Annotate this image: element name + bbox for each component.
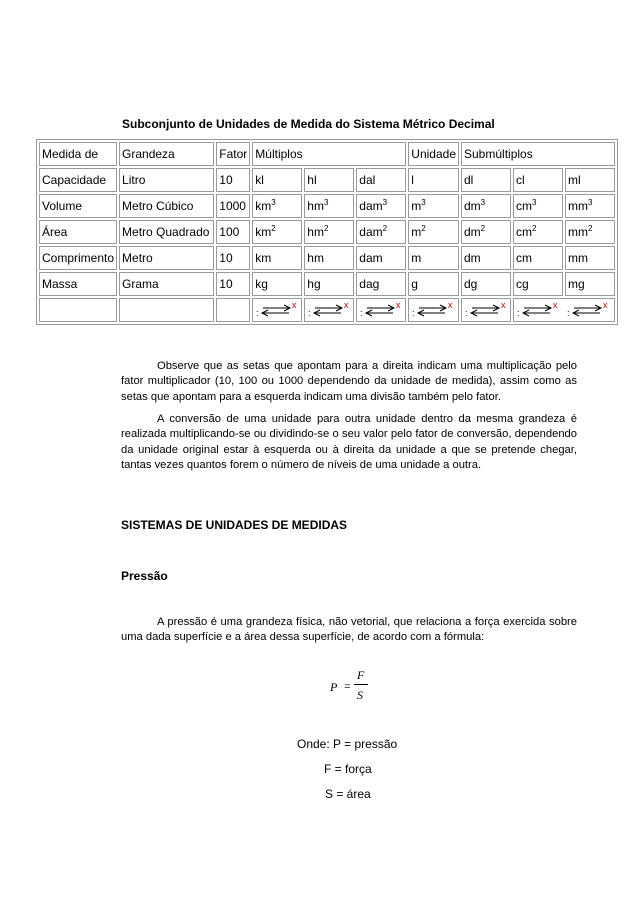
conversion-arrows-cell (304, 298, 354, 322)
cell-unit (252, 246, 302, 270)
cell-fator: 1000 (216, 194, 250, 218)
cell-fator: 10 (216, 272, 250, 296)
cell-unit (513, 220, 563, 244)
unit-symbol: cg (516, 276, 529, 291)
table-header-row (39, 142, 615, 166)
conversion-arrows-cell (513, 298, 615, 322)
formula-lhs: P (330, 680, 338, 694)
unit-symbol: hg (307, 276, 321, 291)
cell-unit (252, 168, 302, 192)
multiply-symbol: x (396, 300, 401, 310)
unit-symbol: cm (516, 250, 532, 265)
cell-medida: Área (39, 220, 117, 244)
unit-exponent: 2 (271, 223, 276, 233)
divide-symbol: : (517, 308, 520, 318)
cell-grandeza: Litro (119, 168, 214, 192)
cell-grandeza: Metro Quadrado (119, 220, 214, 244)
cell-grandeza: Metro Cúbico (119, 194, 214, 218)
conversion-arrows (307, 300, 351, 320)
unit-symbol: ml (568, 172, 581, 187)
unit-symbol: dm (464, 250, 481, 265)
cell-unit (304, 246, 354, 270)
legend-line-p: Onde: P = pressão (297, 737, 398, 751)
paragraph-pressure: A pressão é uma grandeza física, não vetorial, que relaciona a força exercida sobre uma dada superfície e a área dessa superfície, de acordo com a fórmula: (121, 616, 577, 644)
cell-unit (356, 272, 406, 296)
cell-unit (513, 168, 563, 192)
unit-exponent: 2 (532, 223, 537, 233)
unit-symbol: m (411, 198, 422, 213)
empty-cell (39, 298, 117, 322)
units-table (36, 139, 618, 325)
cell-unit (408, 194, 459, 218)
conversion-arrows-cell (461, 298, 511, 322)
cell-grandeza: Metro (119, 246, 214, 270)
header-submultiplos: Submúltiplos (461, 142, 615, 166)
unit-exponent: 3 (480, 197, 486, 207)
unit-symbol: mm (568, 250, 588, 265)
cell-fator: 100 (216, 220, 250, 244)
cell-medida: Massa (39, 272, 117, 296)
unit-symbol: m (411, 250, 422, 265)
cell-unit (356, 194, 406, 218)
cell-unit (565, 272, 615, 296)
header-multiplos: Múltiplos (252, 142, 406, 166)
paragraph-conversion: A conversão de uma unidade para outra unidade dentro da mesma grandeza é realizada multiplicando-se ou dividindo-se o seu valor pelo fator de conversão, dependendo da unidade original estar à esquerda ou à direita da unidade a que se pretende chegar, tantas vezes quantos forem o número de níveis de uma unidade a outra. (121, 413, 577, 472)
empty-cell (216, 298, 250, 322)
cell-unit (565, 168, 615, 192)
cell-unit (461, 272, 511, 296)
unit-symbol: dm (464, 224, 481, 239)
arrow-row (39, 298, 615, 322)
cell-unit (565, 194, 615, 218)
cell-unit (513, 246, 563, 270)
formula-denominator: S (357, 688, 363, 702)
cell-unit (252, 220, 302, 244)
cell-unit (304, 194, 354, 218)
unit-symbol: g (411, 276, 418, 291)
cell-unit (408, 168, 459, 192)
divide-symbol: : (412, 308, 415, 318)
unit-symbol: hm (307, 198, 324, 213)
cell-unit (304, 272, 354, 296)
conversion-arrows (359, 300, 403, 320)
cell-unit (252, 194, 302, 218)
table-row (39, 220, 615, 244)
formula-numerator: F (357, 668, 365, 682)
unit-symbol: hm (307, 224, 324, 239)
unit-symbol: cm (516, 198, 532, 213)
legend-line-s: S = área (325, 787, 371, 801)
cell-unit (565, 246, 615, 270)
unit-symbol: cl (516, 172, 525, 187)
cell-unit (408, 246, 459, 270)
unit-symbol: dal (359, 172, 376, 187)
table-title: Subconjunto de Unidades de Medida do Sistema Métrico Decimal (122, 117, 495, 131)
unit-symbol: hm (307, 250, 324, 265)
unit-symbol: dg (464, 276, 478, 291)
unit-exponent: 3 (323, 197, 329, 207)
divide-symbol: : (308, 308, 311, 318)
conversion-arrows-cell (356, 298, 406, 322)
conversion-arrows (411, 300, 455, 320)
unit-exponent: 2 (480, 223, 486, 233)
header-unidade: Unidade (408, 142, 459, 166)
table-row (39, 272, 615, 296)
unit-symbol: km (255, 198, 272, 213)
unit-symbol: km (255, 250, 272, 265)
cell-medida: Comprimento (39, 246, 117, 270)
cell-unit (461, 246, 511, 270)
divide-symbol: : (567, 308, 570, 318)
cell-unit (356, 168, 406, 192)
legend-line-f: F = força (324, 762, 372, 776)
unit-exponent: 3 (588, 197, 593, 207)
unit-exponent: 3 (532, 197, 537, 207)
unit-symbol: cm (516, 224, 532, 239)
unit-symbol: m (411, 224, 422, 239)
unit-symbol: mg (568, 276, 585, 291)
unit-symbol: dam (359, 250, 383, 265)
cell-unit (356, 246, 406, 270)
multiply-symbol: x (553, 300, 558, 310)
cell-unit (408, 220, 459, 244)
unit-symbol: dl (464, 172, 474, 187)
cell-medida: Volume (39, 194, 117, 218)
unit-symbol: kg (255, 276, 268, 291)
cell-unit (304, 168, 354, 192)
cell-fator: 10 (216, 246, 250, 270)
table-row (39, 168, 615, 192)
multiply-symbol: x (448, 300, 453, 310)
unit-symbol: km (255, 224, 272, 239)
formula-equals: = (344, 679, 351, 693)
empty-cell (119, 298, 214, 322)
multiply-symbol: x (603, 300, 608, 310)
unit-exponent: 3 (271, 197, 276, 207)
unit-symbol: mm (568, 224, 588, 239)
cell-unit (513, 194, 563, 218)
table-row (39, 246, 615, 270)
cell-unit (304, 220, 354, 244)
unit-symbol: kl (255, 172, 264, 187)
unit-symbol: dam (359, 224, 383, 239)
table-row (39, 194, 615, 218)
header-grandeza: Grandeza (119, 142, 214, 166)
conversion-arrows (464, 300, 508, 320)
cell-unit (513, 272, 563, 296)
unit-exponent: 3 (382, 197, 388, 207)
cell-unit (408, 272, 459, 296)
cell-unit (565, 220, 615, 244)
unit-exponent: 2 (323, 223, 329, 233)
conversion-arrows (255, 300, 299, 320)
cell-unit (461, 168, 511, 192)
unit-symbol: dag (359, 276, 380, 291)
conversion-arrows-cell (252, 298, 302, 322)
conversion-arrows (516, 300, 612, 320)
unit-symbol: hl (307, 172, 317, 187)
unit-exponent: 2 (421, 223, 426, 233)
section-heading: SISTEMAS DE UNIDADES DE MEDIDAS (121, 518, 348, 532)
cell-medida: Capacidade (39, 168, 117, 192)
unit-exponent: 2 (382, 223, 388, 233)
unit-exponent: 2 (588, 223, 593, 233)
multiply-symbol: x (292, 300, 297, 310)
unit-exponent: 3 (421, 197, 426, 207)
unit-symbol: dam (359, 198, 383, 213)
cell-unit (461, 220, 511, 244)
multiply-symbol: x (501, 300, 506, 310)
header-fator: Fator (216, 142, 250, 166)
paragraph-arrows-explanation: Observe que as setas que apontam para a direita indicam uma multiplicação pelo fator multiplicador (10, 100 ou 1000 dependendo da unidade de medida), assim como as setas que apontam para a esquerda indicam uma divisão também pelo fator. (121, 360, 577, 403)
divide-symbol: : (256, 308, 259, 318)
header-medida: Medida de (39, 142, 117, 166)
subsection-heading: Pressão (121, 569, 168, 583)
unit-symbol: mm (568, 198, 588, 213)
cell-fator: 10 (216, 168, 250, 192)
cell-unit (356, 220, 406, 244)
unit-symbol: l (411, 172, 414, 187)
divide-symbol: : (360, 308, 363, 318)
multiply-symbol: x (344, 300, 349, 310)
cell-unit (252, 272, 302, 296)
conversion-arrows-cell (408, 298, 459, 322)
cell-grandeza: Grama (119, 272, 214, 296)
formula-fraction-bar (354, 684, 368, 685)
cell-unit (461, 194, 511, 218)
divide-symbol: : (465, 308, 468, 318)
unit-symbol: dm (464, 198, 481, 213)
